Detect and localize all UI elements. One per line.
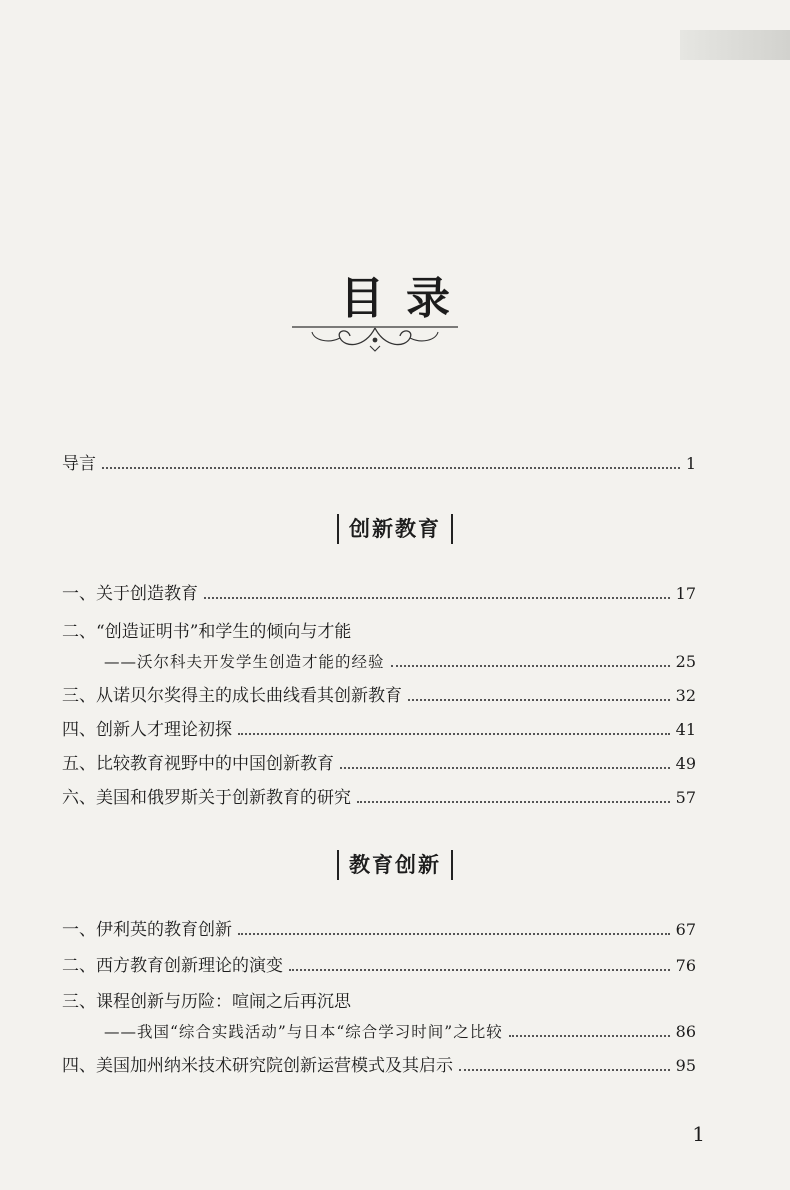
leader-dots bbox=[102, 467, 680, 469]
entry-page: 17 bbox=[675, 584, 696, 603]
page-number: 1 bbox=[692, 1122, 705, 1146]
toc-entry[interactable] bbox=[62, 784, 696, 812]
leader-dots bbox=[459, 1069, 670, 1071]
section-title: 创新教育 bbox=[337, 514, 453, 544]
toc-entry[interactable] bbox=[62, 682, 696, 710]
entry-page: 86 bbox=[675, 1022, 696, 1041]
toc-entry-intro[interactable] bbox=[62, 450, 696, 478]
toc-subentry[interactable] bbox=[62, 648, 696, 676]
entry-label: 三、课程创新与历险：喧闹之后再沉思 bbox=[62, 992, 351, 1012]
toc-entry[interactable] bbox=[62, 580, 696, 608]
section-heading-1 bbox=[0, 512, 790, 546]
leader-dots bbox=[408, 699, 670, 701]
entry-label: 四、创新人才理论初探 bbox=[62, 720, 232, 740]
bleed-through-mark bbox=[680, 30, 790, 60]
toc-entry[interactable] bbox=[62, 716, 696, 744]
entry-label: 六、美国和俄罗斯关于创新教育的研究 bbox=[62, 788, 351, 808]
toc-entry[interactable] bbox=[62, 1052, 696, 1080]
leader-dots bbox=[357, 801, 670, 803]
entry-page: 95 bbox=[675, 1056, 696, 1075]
toc-entry[interactable] bbox=[62, 952, 696, 980]
section-heading-2 bbox=[0, 848, 790, 882]
entry-page: 32 bbox=[675, 686, 696, 705]
leader-dots bbox=[204, 597, 670, 599]
entry-page: 41 bbox=[675, 720, 696, 739]
leader-dots bbox=[238, 733, 670, 735]
toc-entry[interactable] bbox=[62, 916, 696, 944]
entry-label: 二、“创造证明书”和学生的倾向与才能 bbox=[62, 622, 352, 642]
entry-label: ——我国“综合实践活动”与日本“综合学习时间”之比较 bbox=[104, 1023, 503, 1041]
entry-label: 一、伊利英的教育创新 bbox=[62, 920, 232, 940]
entry-label: 四、美国加州纳米技术研究院创新运营模式及其启示 bbox=[62, 1056, 453, 1076]
entry-page: 76 bbox=[675, 956, 696, 975]
entry-label: ——沃尔科夫开发学生创造才能的经验 bbox=[104, 653, 385, 671]
leader-dots bbox=[340, 767, 670, 769]
leader-dots bbox=[289, 969, 670, 971]
section-title: 教育创新 bbox=[337, 850, 453, 880]
flourish-ornament-icon bbox=[290, 318, 460, 352]
toc-entry[interactable] bbox=[62, 750, 696, 778]
entry-page: 1 bbox=[685, 454, 696, 473]
toc-title: 目录 bbox=[340, 273, 472, 324]
entry-label: 二、西方教育创新理论的演变 bbox=[62, 956, 283, 976]
entry-label: 导言 bbox=[62, 454, 96, 474]
toc-subentry[interactable] bbox=[62, 1018, 696, 1046]
toc-entry[interactable] bbox=[62, 618, 696, 646]
toc-entry[interactable] bbox=[62, 988, 696, 1016]
entry-page: 67 bbox=[675, 920, 696, 939]
entry-page: 57 bbox=[675, 788, 696, 807]
leader-dots bbox=[238, 933, 670, 935]
entry-label: 三、从诺贝尔奖得主的成长曲线看其创新教育 bbox=[62, 686, 402, 706]
entry-label: 五、比较教育视野中的中国创新教育 bbox=[62, 754, 334, 774]
leader-dots bbox=[509, 1035, 670, 1037]
leader-dots bbox=[391, 665, 670, 667]
entry-page: 49 bbox=[675, 754, 696, 773]
entry-label: 一、关于创造教育 bbox=[62, 584, 198, 604]
entry-page: 25 bbox=[675, 652, 696, 671]
